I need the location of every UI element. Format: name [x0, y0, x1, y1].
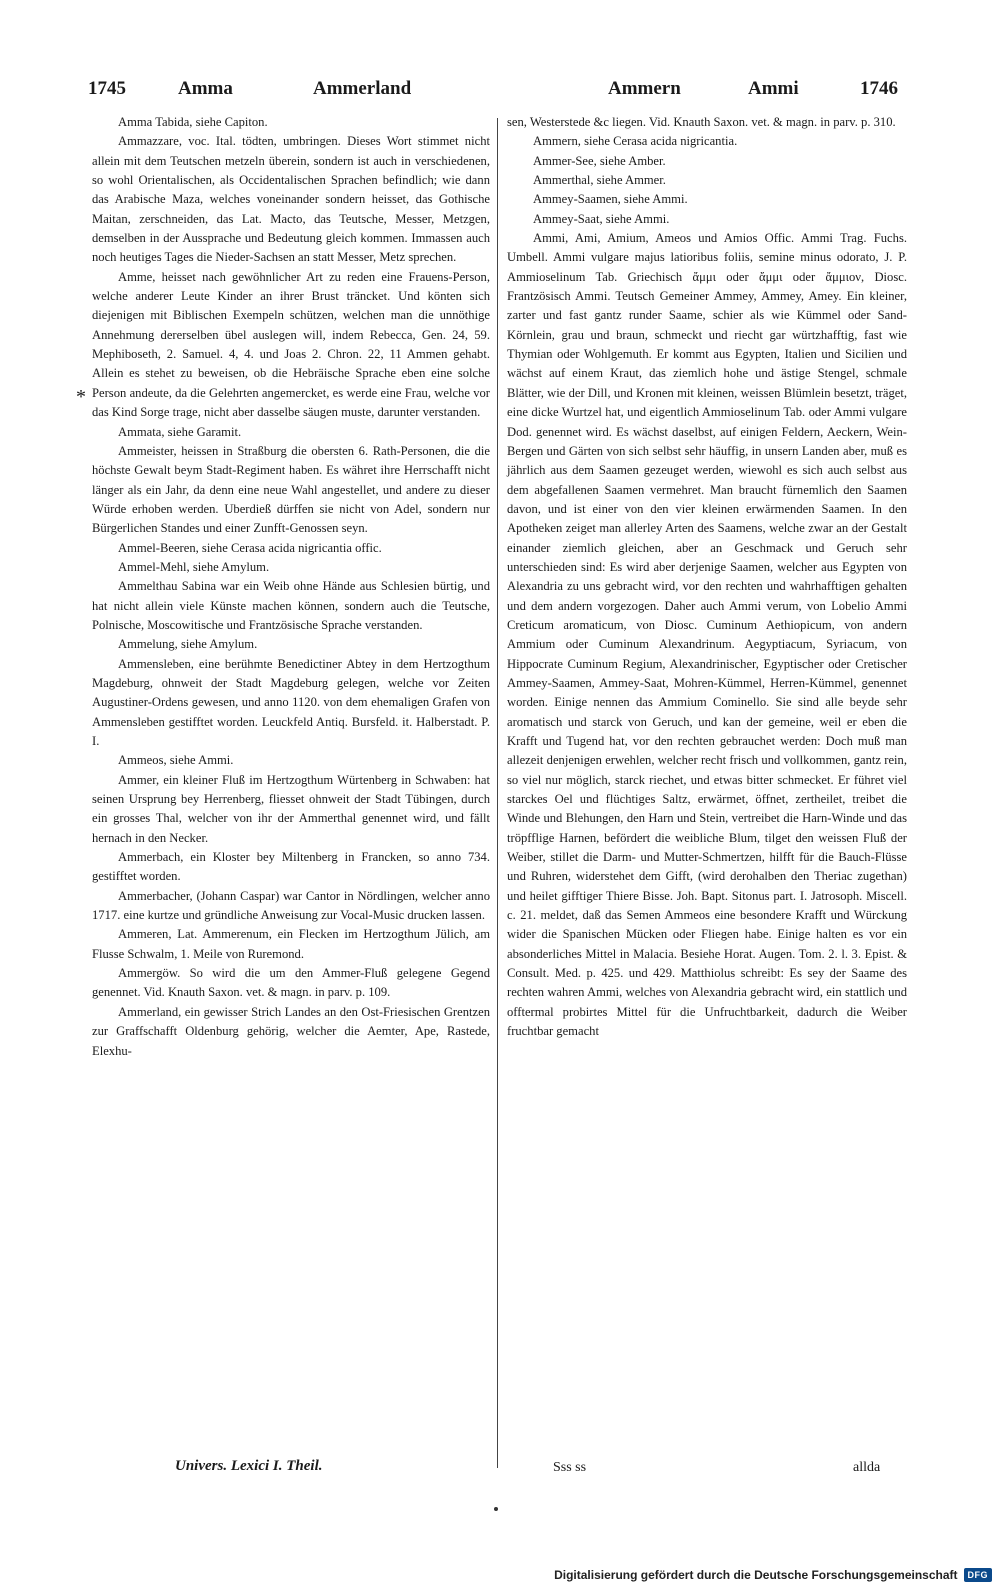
- entry-ammerthal: Ammerthal, siehe Ammer.: [533, 173, 666, 188]
- page-number-left: 1745: [88, 78, 126, 99]
- dfg-logo-icon: DFG: [964, 1568, 993, 1582]
- margin-asterisk: *: [76, 386, 86, 408]
- signature-mark: Sss ss: [553, 1460, 587, 1475]
- entry-ammern: Ammern, siehe Cerasa acida nigricantia.: [533, 134, 738, 149]
- right-column: [507, 113, 907, 1042]
- entry-ammey-saamen: Ammey-Saamen, siehe Ammi.: [533, 192, 688, 207]
- catchword: allda: [853, 1460, 881, 1475]
- entry-ammi: Ammi, Ami, Amium, Ameos und Amios Offic. Ammi Trag. Fuchs. Umbell. Ammi vulgare majus latioribus foliis, semine minus odorato, J. P. Ammioselinum Tab. Griechisch ἄμμι oder ἄμμι oder ἄμμιον, Diosc. Frantzösisch Ammi. Teutsch Gemeiner Ammey, Ammey, Amey. Ein kleiner, zarter und fast gantz runder Saame, schier als wie Kümmel oder Sand-Körnlein, grau und braun, schmeckt und riecht gar würtzhafftig, fast wie Thymian oder Wohlgemuth. Er kommt aus Egypten, Italien und Sicilien und wächst auf einem Kraut, das ziemlich hohe und ästige Stengel, schmale Blätter, wie der Dill, und Kronen mit kleinen, weissen Blümlein besetzt, träget, eine dicke Wurtzel hat, und eigentlich Ammioselinum Tab. oder Ammi vulgare Dod. genennet wird. Es wächst daselbst, auf einigen Feldern, Aeckern, Wein-Bergen und Gärten von sich selbst sehr häuffig, in unsern Landen aber, muß es jährlich aus dem Saamen gezeuget werden, wiewohl es sich auch selbst aus dem abgefallenen Saamen vermehret. Man braucht fürnemlich den Saamen davon, und ist einer von den vier kleinen erwärmenden Saamen. In den Apotheken zeiget man allerley Arten des Saamens, welche zwar an der Gestalt einander ziemlich gleichen, aber an Geschmack und Geruch sehr unterschieden sind: Es wird aber derjenige Saamen, welcher aus Egypten von Alexandria zu uns gebracht wird, vor den rechten und wahrhafftigen gehalten und dem andern vorgezogen. Daher auch Ammi verum, von Lobelio Ammi Creticum aromaticum, von Diosc. Cuminum Aethiopicum, von andern Ammium oder Cuminum Alexandrinum. Aegyptiacum, Syriacum, von Hippocrate Cuminum Regium, Alexandrinischer, Egyptischer oder Cretischer Ammey-Saamen, Ammey-Saat, Mohren-Kümmel, Herren-Kümmel, genennet worden. Einige nennen das Ammium Cominello. Sie sind alle beyde sehr aromatisch und starck von Geruch, und kan der gemeine, weil er eben die Krafft und Tugend hat, vor den rechten gebrauchet werden: Doch muß man allezeit denjenigen erwehlen, welcher recht frisch und vollkommen, gantz rein, so viel nur möglich, starck riechet, und etwas bitter schmecket. Er führet viel starckes Oel und flüchtiges Saltz, erwärmet, öffnet, zertheilet, treibet die Winde und Blehungen, den Harn und Stein, vertreibet die Harn-Winde und das tröpfflige Harnen, befördert die weibliche Blum, tilget den weissen Fluß der Weiber, stillet die Darm- und Mutter-Schmertzen, hilfft für die Bauch-Flüsse und Ruhren, widerstehet dem Gifft, (wird derohalben den Theriac zugethan) und heilet gifftiger Thiere Bisse. Joh. Bapt. Sitonus part. I. Jatrosoph. Miscell. c. 21. meldet, daß das Semen Ammeos eine besondere Krafft und Würckung wider die Spanischen Mücken oder Fliegen habe. Einige halten es vor ein absonderliches Mittel in Malacia. Besiehe Horat. Augen. Tom. 2. l. 3. Epist. & Consult. Med. p. 425. und 429. Matthiolus schreibt: Es sey der Saame des rechten wahren Ammi, welches von Alexandria gebracht wird, ein stattlich und offtermal probirtes Mittel für die Unfruchtbarkeit, dadurch die Weiber fruchtbar gemacht: [507, 231, 907, 1039]
- guide-word-center-left: Ammerland: [313, 78, 412, 99]
- entry-ammer-see: Ammer-See, siehe Amber.: [533, 153, 666, 168]
- entry-ammer: Ammer, ein kleiner Fluß im Hertzogthum Würtenberg in Schwaben: hat seinen Ursprung bey Herrenberg, fliesset ohnweit der Stadt Tübingen, durch ein grosses Thal, welcher von ihr der Ammerthal genennet wird, und fällt hernach in den Necker.: [92, 772, 490, 845]
- entry-ammensleben: Ammensleben, eine berühmte Benedictiner Abtey in dem Hertzogthum Magdeburg, ohnweit der Stadt Magdeburg gelegen, welche vor Zeiten Augustiner-Ordens gewesen, und anno 1120. von dem ehemaligen Grafen von Ammensleben gestifftet worden. Leuckfeld Antiq. Bursfeld. it. Halberstadt. P. I.: [92, 656, 490, 748]
- left-column: [92, 113, 490, 1061]
- entry-ammerland-continued: sen, Westerstede &c liegen. Vid. Knauth Saxon. vet. & magn. in parv. p. 310.: [507, 115, 896, 129]
- entry-ammel-mehl: Ammel-Mehl, siehe Amylum.: [118, 559, 270, 574]
- guide-word-left: Amma: [178, 78, 233, 99]
- dfg-credit: [554, 1566, 992, 1584]
- entry-ammazzare: Ammazzare, voc. Ital. tödten, umbringen. Dieses Wort stimmet nicht allein mit dem Teutschen metzeln überein, sondern ist auch in verschiedenen, so wohl Orientalischen, als Occidentalischen Sprachen befindlich; wie dann das Arabische Maza, welches voneinander sondern heisset, das Gothische Maitan, zerschneiden, das Lat. Macto, das Teutsche, Messer, Metzgen, demselben in der Aussprache und Bedeutung gleich kommen. Immassen auch noch heutiges Tages die Nieder-Sachsen an statt Messer, Metz sprechen.: [92, 134, 490, 265]
- entry-ammeos: Ammeos, siehe Ammi.: [118, 753, 234, 768]
- entry-ammeister: Ammeister, heissen in Straßburg die obersten 6. Rath-Personen, die die höchste Gewalt beym Stadt-Regiment haben. Es währet ihre Herrschafft nicht länger als ein Jahr, da denn eine neue Wahl angestellet, und andere zu dieser Würde erhoben werden. Uberdieß dürffen sie nicht von Adel, sondern nur Bürgerlichen Standes und einer Zunfft-Genossen seyn.: [92, 443, 490, 536]
- entry-amma-tabida: Amma Tabida, siehe Capiton.: [118, 115, 268, 129]
- page-number-right: 1746: [860, 78, 898, 99]
- column-divider: [497, 118, 498, 1468]
- entry-ammerbacher: Ammerbacher, (Johann Caspar) war Cantor in Nördlingen, welcher anno 1717. eine kurtze und gründliche Anweisung zur Vocal-Music drucken lassen.: [92, 888, 490, 923]
- volume-footer: Univers. Lexici I. Theil.: [175, 1458, 323, 1474]
- guide-word-center-right: Ammern: [608, 78, 681, 99]
- entry-ammata: Ammata, siehe Garamit.: [118, 424, 242, 439]
- entry-ammergoew: Ammergöw. So wird die um den Ammer-Fluß gelegene Gegend genennet. Vid. Knauth Saxon. vet. & magn. in parv. p. 109.: [92, 966, 490, 1000]
- entry-ammel-beeren: Ammel-Beeren, siehe Cerasa acida nigricantia offic.: [118, 540, 382, 555]
- credit-text: Digitalisierung gefördert durch die Deutsche Forschungsgemeinschaft: [554, 1568, 958, 1582]
- page-dot: [494, 1507, 498, 1511]
- entry-amme: Amme, heisset nach gewöhnlicher Art zu reden eine Frauens-Person, welche anderer Leute Kinder an ihrer Brust träncket. Und könten sich diejenigen mit Biblischen Exempeln schützen, welchen man die unnöthige Annehmung dererselben übel auslegen will, indem Rebecca, Gen. 24, 59. Mephiboseth, 2. Samuel. 4, 4. und Joas 2. Chron. 22, 11 Ammen gehabt. Allein es stehet zu beweisen, ob die Hebräische Sprache eben eine solche Person andeute, da die Gelehrten angemercket, es werde eine Frau, welche vor das Kind Sorge trage, nicht aber dasselbe säugen muste, darunter verstanden.: [92, 269, 490, 420]
- running-header: [88, 78, 914, 108]
- guide-word-right: Ammi: [748, 78, 799, 99]
- entry-ammelung: Ammelung, siehe Amylum.: [118, 637, 258, 652]
- entry-ammelthau: Ammelthau Sabina war ein Weib ohne Hände aus Schlesien bürtig, und hat nicht allein viele Künste machen können, sondern auch die Teutsche, Polnische, Moscowitische und Frantzösische Sprache verstanden.: [92, 579, 490, 632]
- entry-ammerland: Ammerland, ein gewisser Strich Landes an den Ost-Friesischen Grentzen zur Graffschafft Oldenburg gehörig, welcher die Aemter, Ape, Rastede, Elexhu-: [92, 1004, 490, 1058]
- entry-ammey-saat: Ammey-Saat, siehe Ammi.: [533, 211, 670, 226]
- entry-ammeren: Ammeren, Lat. Ammerenum, ein Flecken im Hertzogthum Jülich, am Flusse Schwalm, 1. Meile von Ruremond.: [92, 927, 490, 961]
- entry-ammerbach: Ammerbach, ein Kloster bey Miltenberg in Francken, so anno 734. gestifftet worden.: [92, 850, 490, 884]
